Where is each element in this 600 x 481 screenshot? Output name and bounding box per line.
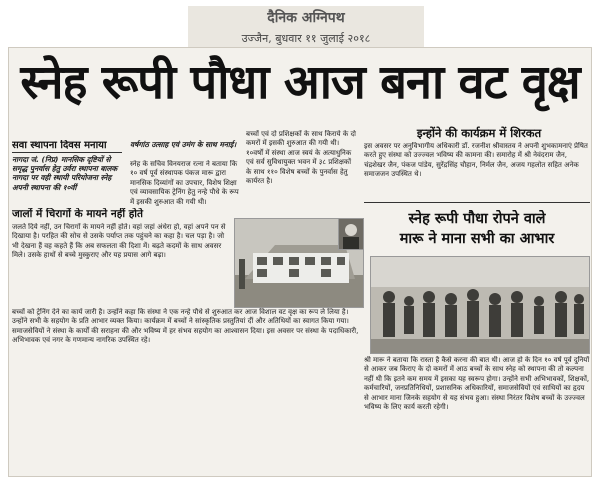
left-subhead: जालों में चिरागों के मायने नहीं होते bbox=[12, 208, 143, 220]
date-line: उज्जैन, बुधवार ११ जुलाई २०१८ bbox=[241, 32, 371, 45]
center-right-intro: बच्चों एवं दो प्रशिक्षकों के साथ किराये के दो कमरों में इसकी शुरुआत की गयी थी। १०वर्षों में संस्था आज स्वयं के अत्याधुनिक एवं सर्व सुविधायुक्त भवन में ३८ प्रशिक्षकों के साथ ११० विशेष बच्चों के पुनर्वास हेतु कार्यरत है। bbox=[246, 130, 356, 186]
event-body: इस अवसर पर अनुविभागीय अधिकारी डॉ. रजनीश श्रीवास्तव ने अपनी शुभकामनाएं प्रेषित करते हुए संस्था को उज्ज्वल भविष्य की कामना की। समारोह में श्री नेवंदराम जैन, चंद्रशेखर जैन, पंकज पांडेय, सुरेंद्रसिंह चौहान, निर्मल जैन, अजय गहलोत सहित अनेक समाजजन उपस्थित थे। bbox=[364, 142, 588, 179]
story-title-line1: स्नेह रूपी पौधा रोपने वाले bbox=[408, 210, 546, 227]
center-intro-body: स्नेह के सचिव विनयराज रत्ना ने बताया कि १० वर्ष पूर्व संस्थापक पंकज मारू द्वारा मानसिक दिव्यांगों का उपचार, विशेष शिक्षा एवं व्यावसायिक ट्रेनिंग हेतु नन्हे पौधे के रूप में इसकी शुरुआत की गयी थी। bbox=[130, 160, 239, 206]
event-title: इन्होंने की कार्यक्रम में शिरकत bbox=[416, 126, 542, 140]
story-title-line2: मारू ने माना सभी का आभार bbox=[399, 230, 555, 247]
group-photo bbox=[370, 256, 590, 354]
center-intro-caption: वर्षगांठ उत्साह एवं उमंग के साथ मनाई। bbox=[130, 140, 237, 149]
students-image bbox=[371, 257, 589, 353]
left-body: जलते दिये नहीं, उन चिरागों के मायने नहीं होते। वहां जहां अंधेरा हो, वहां अपने पन से दिखाया है। परहित की सोच से उसके पर्याप्त तक पहुंचने का कहा है। चल पड़ा है। जो भी देखना हैं वह कहते हैं कि अब सफलता की दिशा में। बढ़ते कदमों के साथ अवसर मिले। उसके हाथों से बच्चे मुस्कुराए और यह प्रयास आगे बढ़ा। bbox=[12, 223, 226, 260]
divider bbox=[364, 202, 590, 203]
left-lead: नागदा जं. (निप्र) मानसिक दृष्टियों से समृद्ध पुनर्वास हेतु उर्वरा स्थापना बालक नागदा पर वही स्थायी परियोजना स्नेह अपनी स्थापना की १०वीं bbox=[12, 155, 118, 192]
story-body: श्री मारू ने बताया कि रास्ता है कैसे करना की बात थी। आज हो के दिन १० वर्ष पूर्व दुनियों से आकर जब किराए के दो कमरों में आठ बच्चों के साथ स्नेह को स्थापना की तो कल्पना नहीं थी कि इतने कम समय में इसका यह स्वरूप होगा। उन्होंने सभी अभिभावकों, शिक्षकों, कर्मचारियों, जनप्रतिनिधियों, प्रशासनिक अधिकारियों, समाजसेवियों एवं साथियों का हृदय से आभार माना जिनके सहयोग से यह संभव हुआ। संस्था निरंतर विशेष बच्चों के उज्ज्वल भविष्य के लिए कार्य करती रहेगी। bbox=[364, 356, 590, 412]
masthead bbox=[188, 6, 424, 50]
left-kicker: सवा स्थापना दिवस मनाया bbox=[12, 140, 122, 153]
newspaper-name: दैनिक अग्निपथ bbox=[267, 10, 345, 26]
main-headline: स्नेह रूपी पौधा आज बना वट वृक्ष bbox=[20, 55, 580, 110]
portrait-photo bbox=[338, 218, 364, 250]
person-image bbox=[339, 219, 363, 249]
center-main-body: बच्चों को ट्रेनिंग देने का कार्य जारी है। उन्होंने कहा कि संस्था ने एक नन्हे पौधे से शुरुआत कर आज विशाल वट वृक्ष का रूप ले लिया है। उन्होंने सभी के सहयोग के प्रति आभार व्यक्त किया। कार्यक्रम में बच्चों ने सांस्कृतिक प्रस्तुतियां दीं और अतिथियों का स्वागत किया गया। समाजसेवियों ने संस्था के कार्यों की सराहना की और भविष्य में हर संभव सहयोग का आश्वासन दिया। इस अवसर पर संस्था के पदाधिकारी, अभिभावक एवं नगर के गणमान्य नागरिक उपस्थित रहे। bbox=[12, 308, 359, 345]
